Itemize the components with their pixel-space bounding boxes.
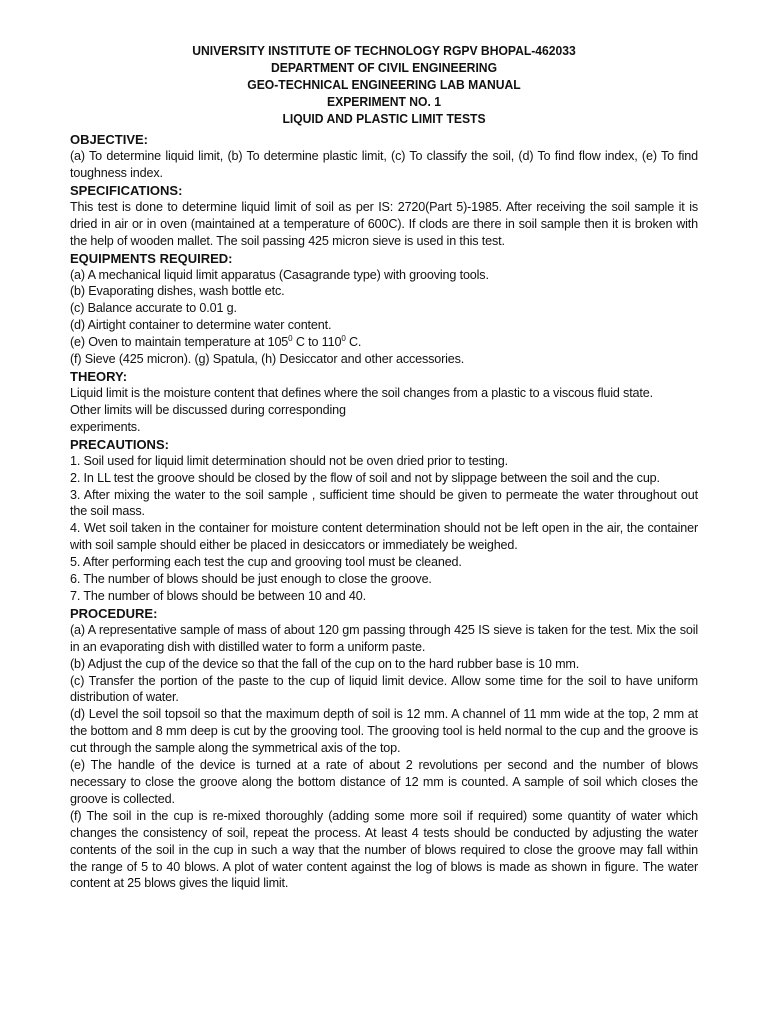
precaution-item: 7. The number of blows should be between 10 and 40.	[70, 588, 366, 603]
header-institute: UNIVERSITY INSTITUTE OF TECHNOLOGY RGPV BHOPAL-462033	[192, 43, 576, 58]
oven-text-prefix: (e) Oven to maintain temperature at 105	[70, 335, 289, 350]
equipment-item: (f) Sieve (425 micron). (g) Spatula, (h) Desiccator and other accessories.	[70, 352, 465, 367]
objective-text: (a) To determine liquid limit, (b) To determine plastic limit, (c) To classify the soil, (d) To find flow index, (e) To find toughness index.	[70, 149, 698, 180]
theory-text-line: Other limits will be discussed during corresponding	[70, 402, 346, 417]
specifications-heading: SPECIFICATIONS:	[70, 182, 183, 198]
oven-text-suffix: C.	[345, 335, 362, 350]
precautions-section	[70, 436, 698, 605]
objective-section	[70, 131, 698, 182]
equipment-item-oven	[70, 334, 698, 351]
header-manual: GEO-TECHNICAL ENGINEERING LAB MANUAL	[247, 77, 521, 92]
procedure-heading: PROCEDURE:	[70, 605, 158, 621]
degree-superscript: 0	[341, 333, 346, 343]
header-department: DEPARTMENT OF CIVIL ENGINEERING	[270, 60, 498, 75]
theory-text-line: Liquid limit is the moisture content that defines where the soil changes from a plastic to a viscous fluid state.	[70, 385, 653, 400]
precautions-heading: PRECAUTIONS:	[70, 436, 169, 452]
procedure-step: (f) The soil in the cup is re-mixed thoroughly (adding some more soil if required) some quantity of water which changes the consistency of soil, repeat the process. At least 4 tests should be conducted by adjusting the water contents of the soil in the cup in such a way that the number of blows required to close the groove may fall within the range of 5 to 40 blows. A plot of water content against the log of blows is made as shown in figure. The water content at 25 blows gives the liquid limit.	[70, 808, 698, 891]
procedure-step: (a) A representative sample of mass of about 120 gm passing through 425 IS sieve is taken for the test. Mix the soil in an evaporating dish with distilled water to form a uniform paste.	[70, 622, 698, 654]
equipments-section	[70, 250, 698, 368]
theory-section	[70, 368, 698, 436]
procedure-step: (e) The handle of the device is turned at a rate of about 2 revolutions per second and the number of blows necessary to close the groove along the bottom distance of 12 mm is counted. A sample of soil which closes the groove is collected.	[70, 758, 698, 806]
specifications-text: This test is done to determine liquid limit of soil as per IS: 2720(Part 5)-1985. After receiving the soil sample it is dried in air or in oven (maintained at a temperature of 600C). If clods are there in soil sample then it is broken with the help of wooden mallet. The soil passing 425 micron sieve is used in this test.	[70, 199, 698, 248]
specifications-section	[70, 182, 698, 250]
degree-superscript: 0	[288, 333, 293, 343]
equipment-item: (c) Balance accurate to 0.01 g.	[70, 301, 237, 316]
equipment-item: (a) A mechanical liquid limit apparatus (Casagrande type) with grooving tools.	[70, 267, 489, 282]
precaution-item: 6. The number of blows should be just enough to close the groove.	[70, 572, 432, 587]
theory-heading: THEORY:	[70, 368, 128, 384]
precaution-item: 2. In LL test the groove should be closed by the flow of soil and not by slippage between the soil and the cup.	[70, 470, 660, 485]
procedure-step: (d) Level the soil topsoil so that the maximum depth of soil is 12 mm. A channel of 11 mm wide at the top, 2 mm at the bottom and 8 mm deep is cut by the grooving tool. The grooving tool is held normal to the cup and the groove is cut through the sample along the symmetrical axis of the top.	[70, 707, 698, 756]
precaution-item: 5. After performing each test the cup and grooving tool must be cleaned.	[70, 555, 462, 570]
equipment-item: (d) Airtight container to determine water content.	[70, 318, 332, 333]
precaution-item: 4. Wet soil taken in the container for moisture content determination should not be left open in the air, the container with soil sample should either be placed in desiccators or immediately be weighed.	[70, 521, 698, 553]
objective-heading: OBJECTIVE:	[70, 132, 149, 147]
document-header	[70, 42, 698, 127]
precaution-item: 3. After mixing the water to the soil sample , sufficient time should be given to permeate the water throughout out the soil mass.	[70, 487, 698, 519]
header-experiment-title: LIQUID AND PLASTIC LIMIT TESTS	[282, 111, 486, 126]
procedure-step: (b) Adjust the cup of the device so that the fall of the cup on to the hard rubber base is 10 mm.	[70, 656, 580, 671]
procedure-section	[70, 605, 698, 893]
header-experiment-number: EXPERIMENT NO. 1	[327, 94, 441, 109]
oven-text-middle: C to 110	[292, 335, 342, 350]
equipment-item: (b) Evaporating dishes, wash bottle etc.	[70, 284, 285, 299]
theory-text-line: experiments.	[70, 419, 141, 434]
precaution-item: 1. Soil used for liquid limit determination should not be oven dried prior to testing.	[70, 453, 508, 468]
equipments-heading: EQUIPMENTS REQUIRED:	[70, 250, 233, 266]
procedure-step: (c) Transfer the portion of the paste to the cup of liquid limit device. Allow some time for the soil to have uniform distribution of water.	[70, 673, 698, 705]
